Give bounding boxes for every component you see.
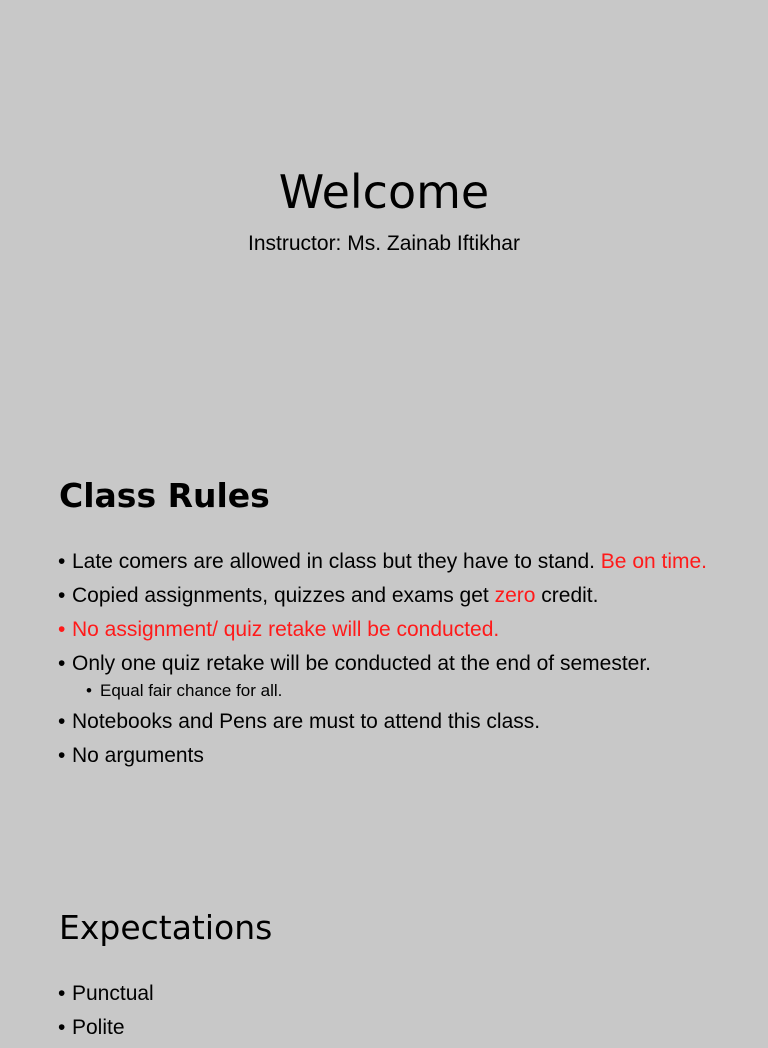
rule-no-retake: [58, 616, 718, 644]
bullet-point: •: [58, 550, 66, 573]
rule-no-arguments: [58, 742, 718, 770]
rule-text: Equal fair chance for all.: [100, 681, 283, 700]
rule-text: Notebooks and Pens are must to attend this class.: [72, 710, 541, 733]
rule-text: Only one quiz retake will be conducted at the end of semester.: [72, 652, 652, 675]
welcome-slide: [0, 0, 768, 420]
expectations-heading: Expectations: [59, 908, 273, 947]
expectation-item: [58, 980, 718, 1008]
expectations-list: [58, 980, 718, 1048]
bullet-point: •: [58, 982, 66, 1005]
bullet-point: •: [86, 681, 92, 700]
bullet-point: •: [58, 584, 66, 607]
rule-late-comers: [58, 548, 718, 576]
class-rules-heading: Class Rules: [59, 476, 270, 515]
expectations-slide: [0, 902, 768, 1039]
expectation-text: Polite: [72, 1016, 125, 1039]
bullet-point: •: [58, 652, 66, 675]
expectation-item: [58, 1014, 718, 1042]
rule-text-end: credit.: [535, 584, 599, 607]
class-rules-slide: [0, 470, 768, 830]
class-rules-list: [58, 548, 718, 776]
rule-text: Late comers are allowed in class but they have to stand.: [72, 550, 601, 573]
rule-notebooks: [58, 708, 718, 736]
rule-text: No arguments: [72, 744, 204, 767]
bullet-point: •: [58, 710, 66, 733]
rule-highlight: Be on time.: [600, 550, 708, 573]
rule-one-retake: [58, 650, 718, 678]
rule-text: Copied assignments, quizzes and exams get: [72, 584, 495, 607]
rule-one-retake-subpoint: [86, 680, 718, 702]
instructor-subtitle: Instructor: Ms. Zainab Iftikhar: [248, 232, 520, 255]
rule-highlight: zero: [494, 584, 536, 607]
expectation-text: Punctual: [72, 982, 154, 1005]
bullet-point: •: [58, 744, 66, 767]
bullet-point: •: [58, 1016, 66, 1039]
rule-text: No assignment/ quiz retake will be conducted.: [72, 618, 500, 641]
bullet-point: •: [58, 618, 66, 641]
rule-copied-work: [58, 582, 718, 610]
welcome-title: Welcome: [278, 165, 490, 219]
